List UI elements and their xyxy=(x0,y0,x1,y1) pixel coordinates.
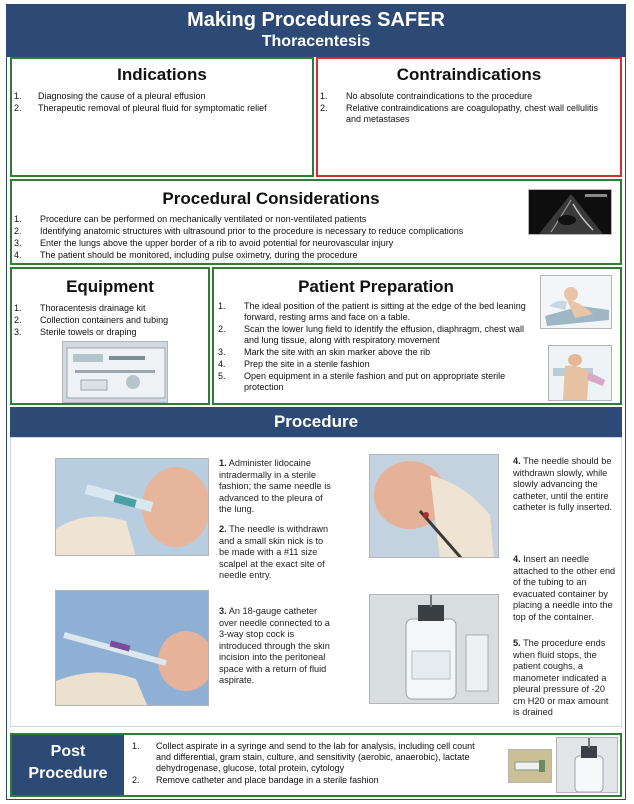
page-subtitle: Thoracentesis xyxy=(261,33,371,50)
preparation-list xyxy=(214,301,530,393)
indications-title: Indications xyxy=(117,65,207,84)
contraindications-list xyxy=(318,91,620,125)
equipment-title: Equipment xyxy=(66,277,154,296)
list-item: 2. Scan the lower lung field to identify the effusion, diaphragm, chest wall and lung tissue, along with respiratory movement xyxy=(218,324,524,345)
list-item: 4. Prep the site in a sterile fashion xyxy=(218,359,370,369)
procedure-step-3: 3. An 18-gauge catheter over needle connected to a 3-way stop cock is introduced through the skin incision into the peritoneal space with a return of fluid aspirate. xyxy=(219,606,330,685)
list-item: 2. Therapeutic removal of pleural fluid for symptomatic relief xyxy=(14,103,267,113)
considerations-list xyxy=(12,214,512,261)
contraindications-box xyxy=(316,57,622,177)
preparation-title: Patient Preparation xyxy=(298,277,454,296)
patient-position-image-bottom xyxy=(548,345,612,401)
list-item: 2. Remove catheter and place bandage in a sterile fashion xyxy=(132,775,379,785)
indications-box xyxy=(10,57,314,177)
list-item: 3. Enter the lungs above the upper border of a rib to avoid potential for neurovascular injury xyxy=(14,238,394,248)
list-item: 3. Sterile towels or draping xyxy=(14,327,137,337)
post-procedure-list xyxy=(128,741,492,787)
list-item: 2. Collection containers and tubing xyxy=(14,315,169,325)
list-item: 3. Mark the site with an skin marker above the rib xyxy=(218,347,431,357)
considerations-title: Procedural Considerations xyxy=(162,189,380,208)
list-item: 2. Identifying anatomic structures with ultrasound prior to the procedure is necessary to reduce complications xyxy=(14,226,464,236)
ultrasound-image xyxy=(528,189,612,235)
list-item: 1. Diagnosing the cause of a pleural effusion xyxy=(14,91,206,101)
list-item: 1. Procedure can be performed on mechanically ventilated or non-ventilated patients xyxy=(14,214,367,224)
patient-position-image-top xyxy=(540,275,612,329)
procedure-step-5: 5. The procedure ends when fluid stops, the patient coughs, a manometer indicated a pleural pressure of -20 cm H20 or max amount is drained xyxy=(513,638,609,717)
procedure-section xyxy=(10,437,622,727)
list-item: 2. Relative contraindications are coagulopathy, chest wall cellulitis and metastases xyxy=(320,103,598,124)
considerations-box xyxy=(10,179,622,265)
preparation-box xyxy=(212,267,622,405)
poster-header xyxy=(7,5,625,57)
procedure-step-4b: 4. Insert an needle attached to the other end of the tubing to an evacuated container by placing a needle into the top of the container. xyxy=(513,554,616,622)
list-item: 1. Thoracentesis drainage kit xyxy=(14,303,146,313)
specimen-bottle-image xyxy=(556,737,618,793)
catheter-advance-image xyxy=(369,454,499,558)
procedure-title: Procedure xyxy=(10,407,622,437)
syringe-image xyxy=(508,749,552,783)
procedure-step-1: 1. Administer lidocaine intradermally in a sterile fashion; the same needle is advanced to the pleura of the lung. xyxy=(219,458,331,514)
page-title: Making Procedures SAFER xyxy=(187,9,445,31)
equipment-box xyxy=(10,267,210,405)
list-item: 1. Collect aspirate in a syringe and send to the lab for analysis, including cell count and differential, gram stain, culture, and sensitivity (aerobic, anaerobic), lactate dehydrogenase, glucose, total protein, cytology xyxy=(132,741,475,773)
equipment-list xyxy=(12,303,208,338)
contraindications-title: Contraindications xyxy=(396,65,542,84)
list-item: 5. Open equipment in a sterile fashion and put on appropriate sterile protection xyxy=(218,371,506,392)
indications-list xyxy=(12,91,312,114)
poster-frame xyxy=(6,4,626,800)
post-procedure-title: Post Procedure xyxy=(12,735,124,795)
evacuated-container-image xyxy=(369,594,499,704)
list-item: 4. The patient should be monitored, including pulse oximetry, during the procedure xyxy=(14,250,358,260)
list-item: 1. The ideal position of the patient is sitting at the edge of the bed leaning forward, resting arms and face on a table. xyxy=(218,301,526,322)
list-item: 1. No absolute contraindications to the procedure xyxy=(320,91,533,101)
post-procedure-box xyxy=(10,733,622,797)
drainage-kit-image xyxy=(62,341,168,403)
catheter-insertion-image xyxy=(55,590,209,706)
lidocaine-injection-image xyxy=(55,458,209,556)
procedure-step-2: 2. The needle is withdrawn and a small skin nick is to be made with a #11 size scalpel at the exact site of needle entry. xyxy=(219,524,329,580)
procedure-step-4a: 4. The needle should be withdrawn slowly, while slowly advancing the catheter, until the entire catheter is fully inserted. xyxy=(513,456,613,512)
